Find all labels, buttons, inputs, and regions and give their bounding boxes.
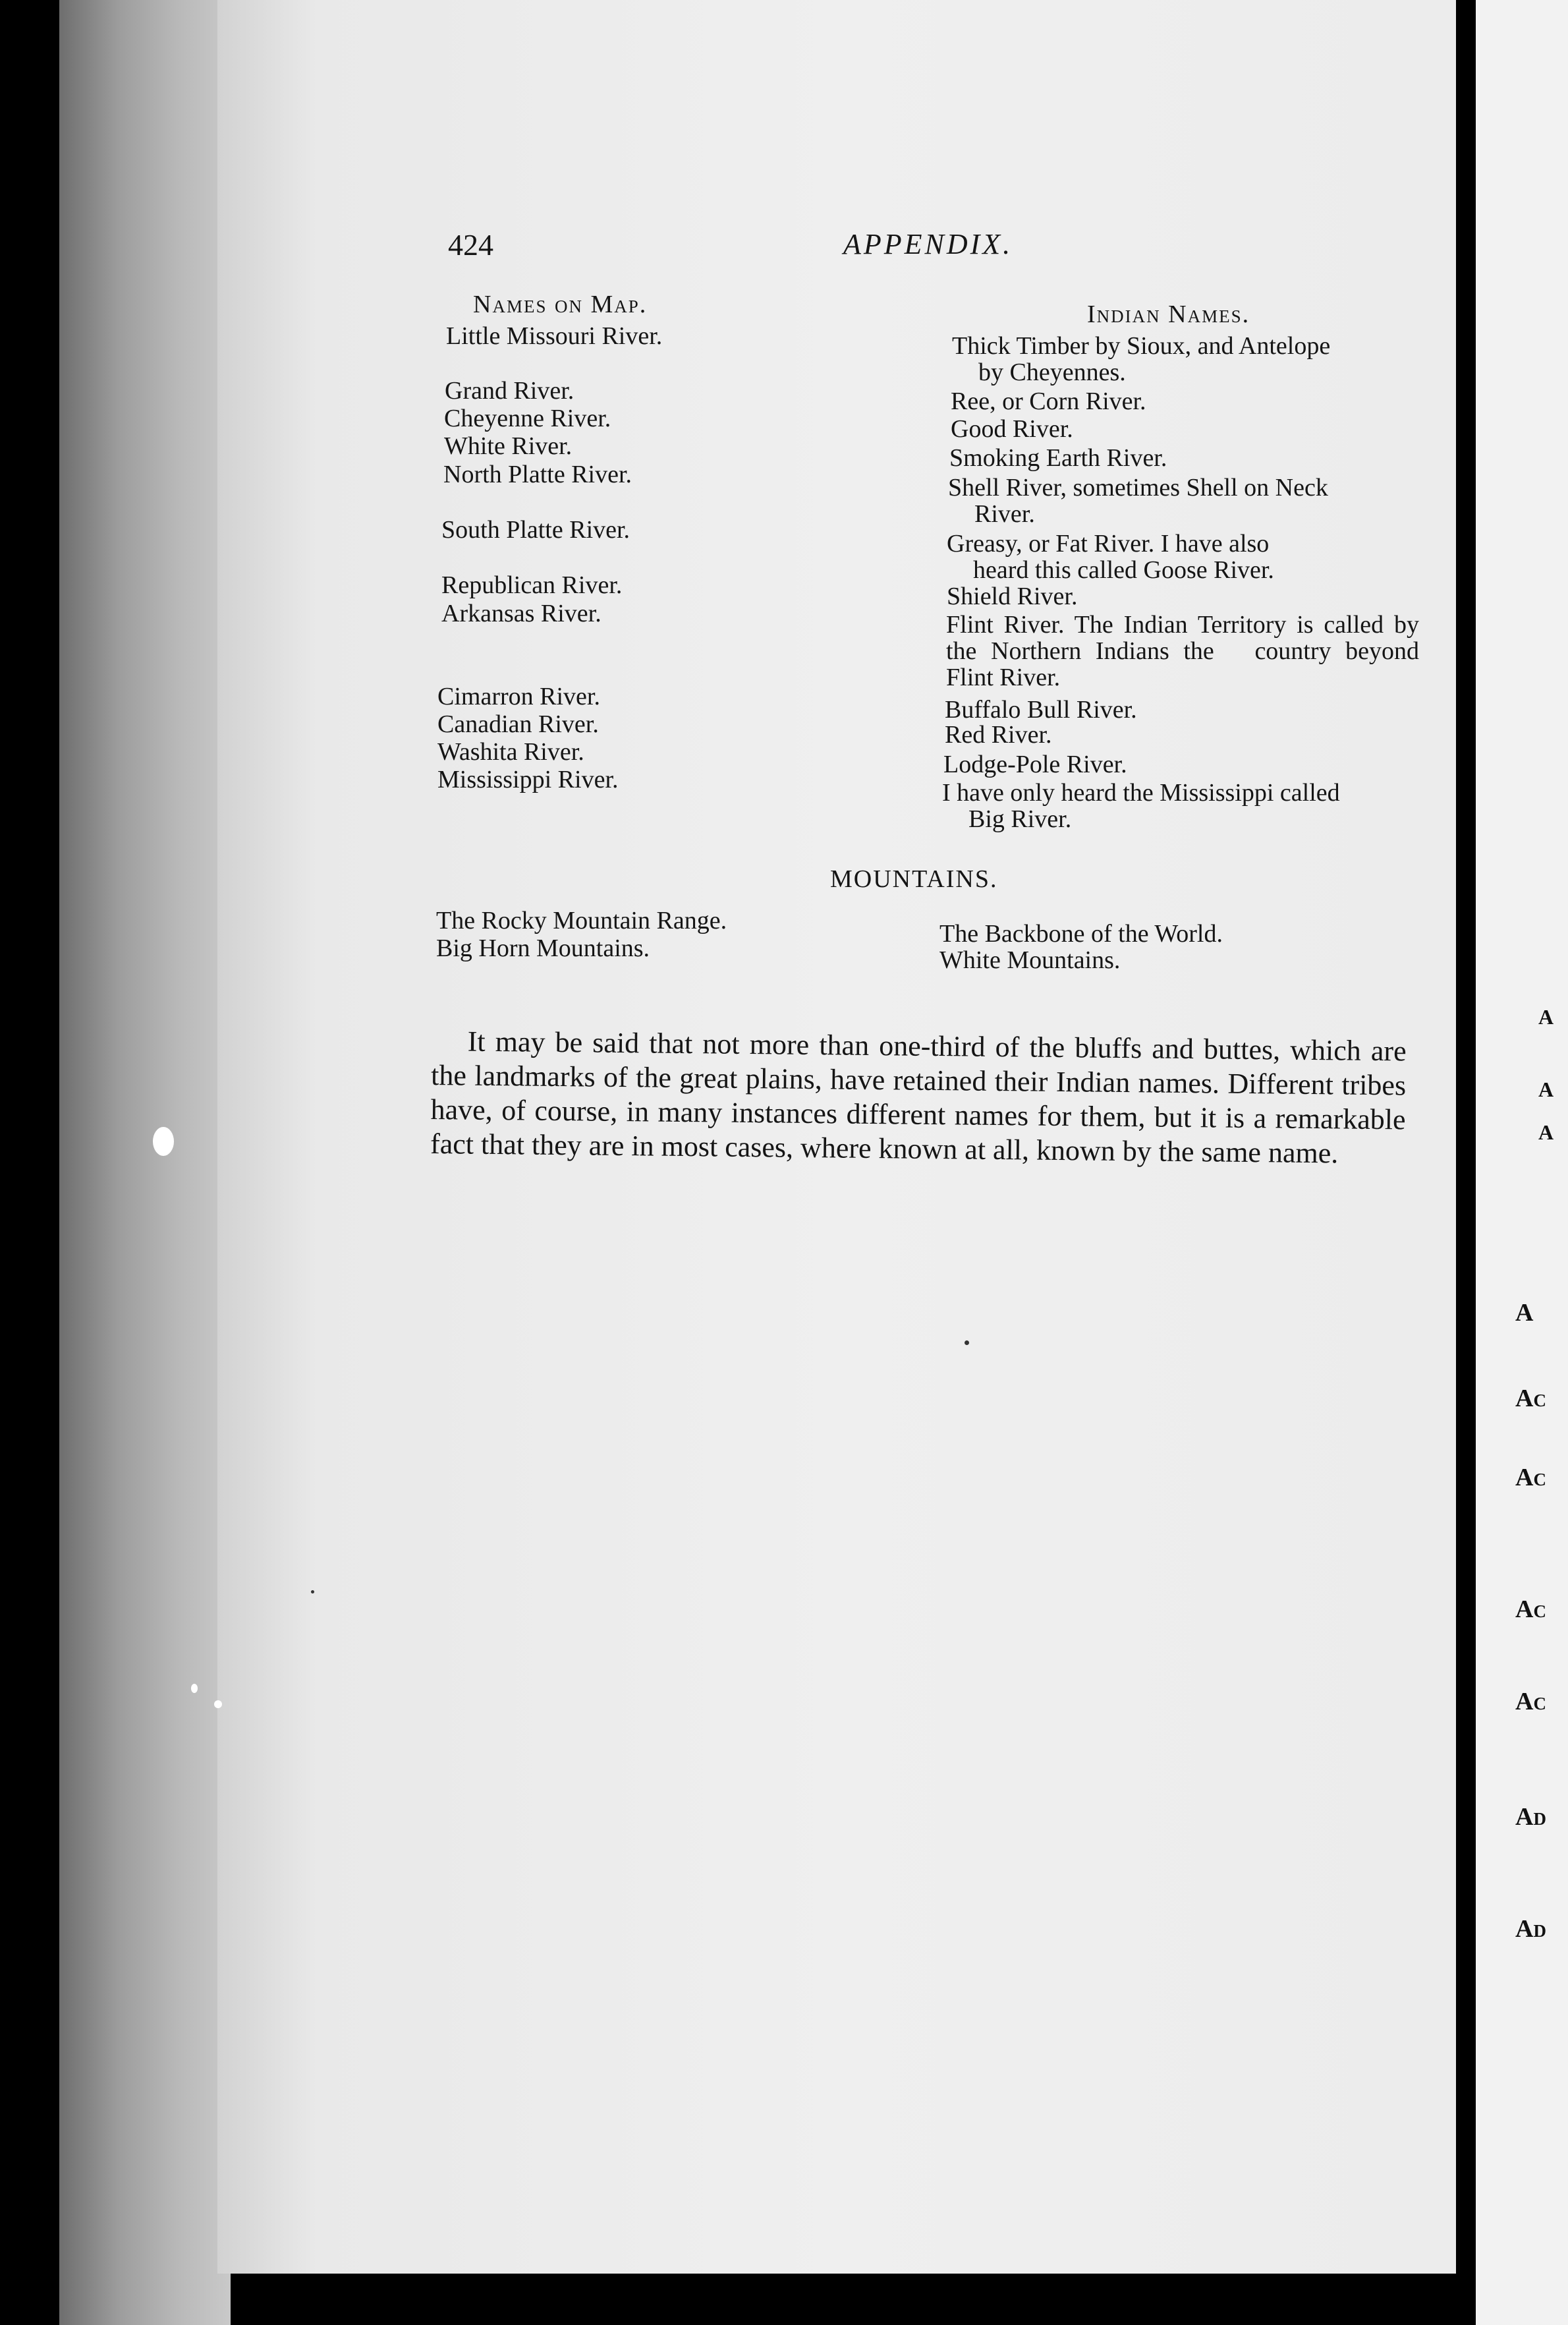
map-name: Republican River. bbox=[441, 571, 623, 599]
adjacent-page-letter: Ad bbox=[1515, 1803, 1546, 1831]
indian-name-entry: Smoking Earth River. bbox=[949, 444, 1167, 472]
ink-dot bbox=[311, 1590, 314, 1593]
adjacent-page-letter: A bbox=[1538, 1120, 1554, 1144]
adjacent-page-letter: A bbox=[1538, 1077, 1554, 1101]
adjacent-page-letter: Ac bbox=[1515, 1688, 1546, 1715]
mountain-name: The Backbone of the World. bbox=[939, 920, 1223, 948]
left-column-header: Names on Map. bbox=[473, 291, 648, 318]
map-name: Grand River. bbox=[445, 377, 574, 405]
adjacent-page-letter: Ad bbox=[1515, 1915, 1546, 1943]
paper-speck bbox=[191, 1684, 198, 1693]
map-name: North Platte River. bbox=[443, 461, 632, 488]
map-name: Little Missouri River. bbox=[446, 322, 663, 350]
adjacent-page-letter: Ac bbox=[1515, 1595, 1546, 1623]
ink-dot bbox=[965, 1340, 969, 1345]
adjacent-page-letter: A bbox=[1515, 1299, 1534, 1327]
indian-name-entry: Flint River. The Indian Territory is called by the Northern Indians the country beyond Flint River. bbox=[946, 611, 1420, 691]
indian-name-entry: Thick Timber by Sioux, and Antelope by Cheyennes. bbox=[952, 332, 1331, 386]
indian-name-entry: Good River. bbox=[951, 415, 1073, 443]
map-name: Arkansas River. bbox=[441, 600, 602, 627]
indian-name-entry: I have only heard the Mississippi called Big River. bbox=[942, 779, 1340, 833]
paper-speck bbox=[153, 1127, 174, 1156]
adjacent-page-letter: A bbox=[1538, 1005, 1554, 1029]
indian-name-entry: Ree, or Corn River. bbox=[951, 388, 1146, 415]
mountain-name: White Mountains. bbox=[939, 946, 1121, 974]
mountains-heading: MOUNTAINS. bbox=[830, 865, 998, 893]
indian-name-entry: Greasy, or Fat River. I have also heard this called Goose River. bbox=[947, 530, 1274, 584]
indian-name-entry: Lodge-Pole River. bbox=[943, 751, 1127, 778]
map-name: White River. bbox=[444, 432, 573, 460]
map-name: Canadian River. bbox=[437, 710, 599, 738]
right-column-header: Indian Names. bbox=[1087, 301, 1250, 328]
adjacent-page-letter: Ac bbox=[1515, 1464, 1546, 1491]
paper-speck bbox=[214, 1700, 222, 1708]
mountain-name: The Rocky Mountain Range. bbox=[436, 907, 727, 934]
map-name: South Platte River. bbox=[441, 516, 630, 544]
map-name: Cheyenne River. bbox=[444, 405, 611, 432]
adjacent-page bbox=[1476, 0, 1568, 2325]
map-name: Washita River. bbox=[437, 738, 584, 766]
book-page-edges bbox=[59, 0, 231, 2325]
indian-name-entry: Shell River, sometimes Shell on Neck River. bbox=[948, 474, 1328, 528]
page-number: 424 bbox=[448, 228, 493, 262]
map-name: Cimarron River. bbox=[437, 683, 600, 710]
body-paragraph: It may be said that not more than one-third of the bluffs and buttes, which are the landmarks of the great plains, have retained their Indian names. Different tribes have, of course, in many instances different names for them, but it is a remarkable fact that they are in most cases, where known at all, known by the same name. bbox=[430, 1025, 1407, 1170]
mountain-name: Big Horn Mountains. bbox=[436, 934, 650, 962]
map-name: Mississippi River. bbox=[437, 766, 619, 793]
running-head: APPENDIX. bbox=[843, 228, 1013, 260]
indian-name-entry: Shield River. bbox=[947, 583, 1078, 610]
indian-name-entry: Buffalo Bull River. bbox=[945, 696, 1137, 724]
adjacent-page-letter: Ac bbox=[1515, 1385, 1546, 1412]
indian-name-entry: Red River. bbox=[945, 721, 1052, 749]
